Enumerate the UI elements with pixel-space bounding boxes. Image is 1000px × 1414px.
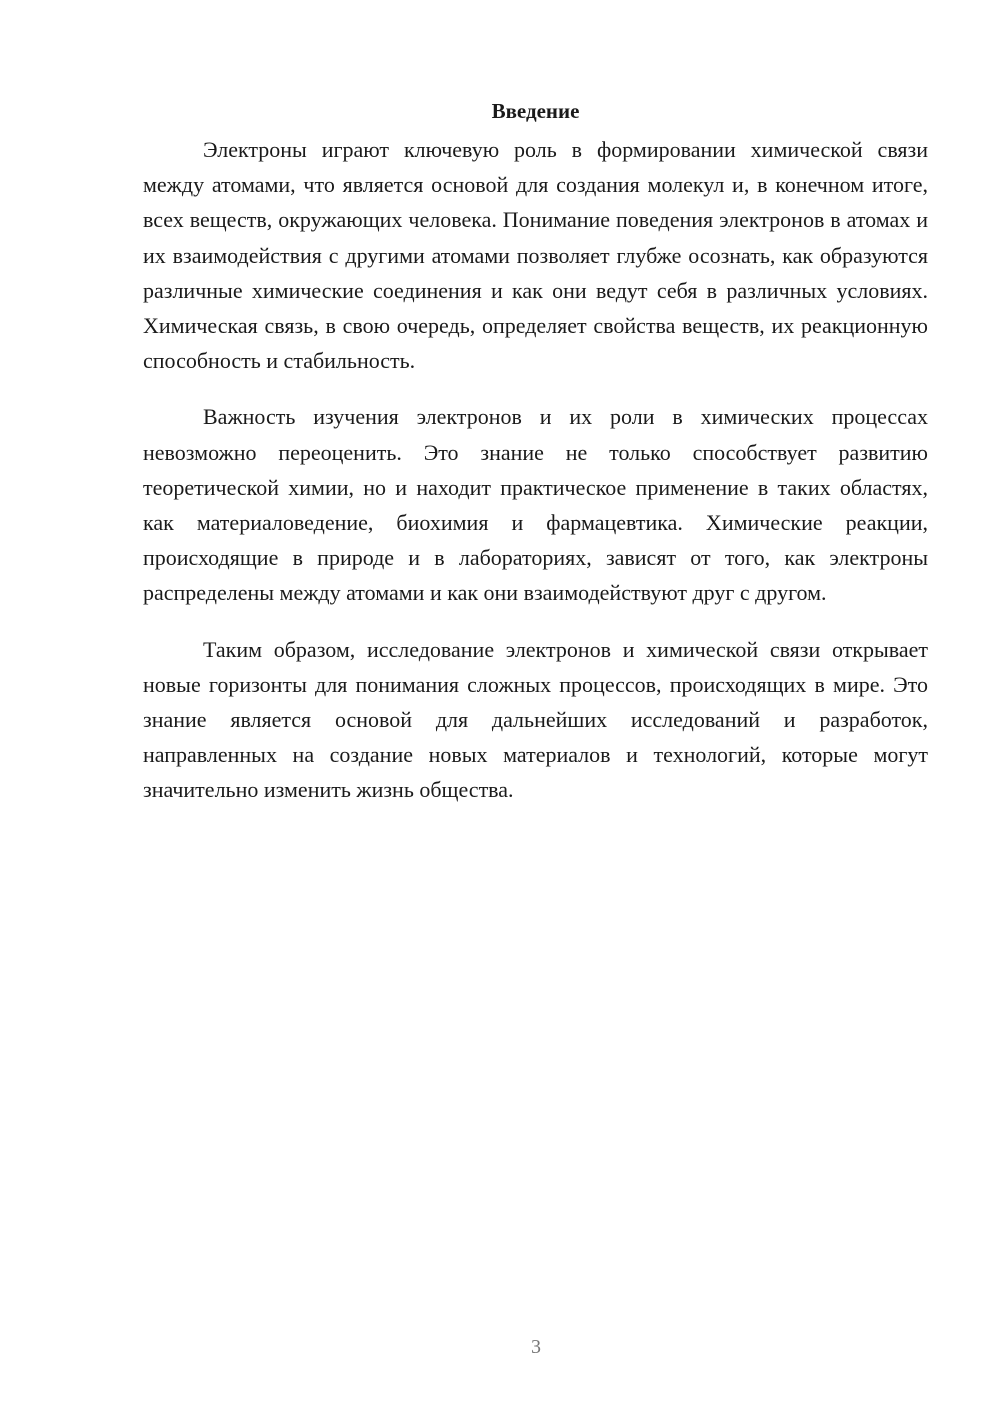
page-number: 3 — [531, 1336, 541, 1358]
paragraph-2: Важность изучения электронов и их роли в химических процессах невозможно переоценить. Это знание не только способствует развитию теоретической химии, но и находит практическое применение в таких областях, как материаловедение, биохимия и фармацевтика. Химические реакции, происходящие в природе и в лабораториях, зависят от того, как электроны распределены между атомами и как они взаимодействуют друг с другом. — [143, 404, 928, 606]
section-heading: Введение — [491, 99, 580, 123]
paragraph-1: Электроны играют ключевую роль в формировании химической связи между атомами, что является основой для создания молекул и, в конечном итоге, всех веществ, окружающих человека. Понимание поведения электронов в атомах и их взаимодействия с другими атомами позволяет глубже осознать, как образуются различные химические соединения и как они ведут себя в различных условиях. Химическая связь, в свою очередь, определяет свойства веществ, их реакционную способность и стабильность. — [143, 137, 928, 374]
paragraph-3: Таким образом, исследование электронов и химической связи открывает новые горизонты для понимания сложных процессов, происходящих в мире. Это знание является основой для дальнейших исследований и разработок, направленных на создание новых материалов и технологий, которые могут значительно изменить жизнь общества. — [143, 636, 928, 803]
page-content — [143, 96, 928, 829]
